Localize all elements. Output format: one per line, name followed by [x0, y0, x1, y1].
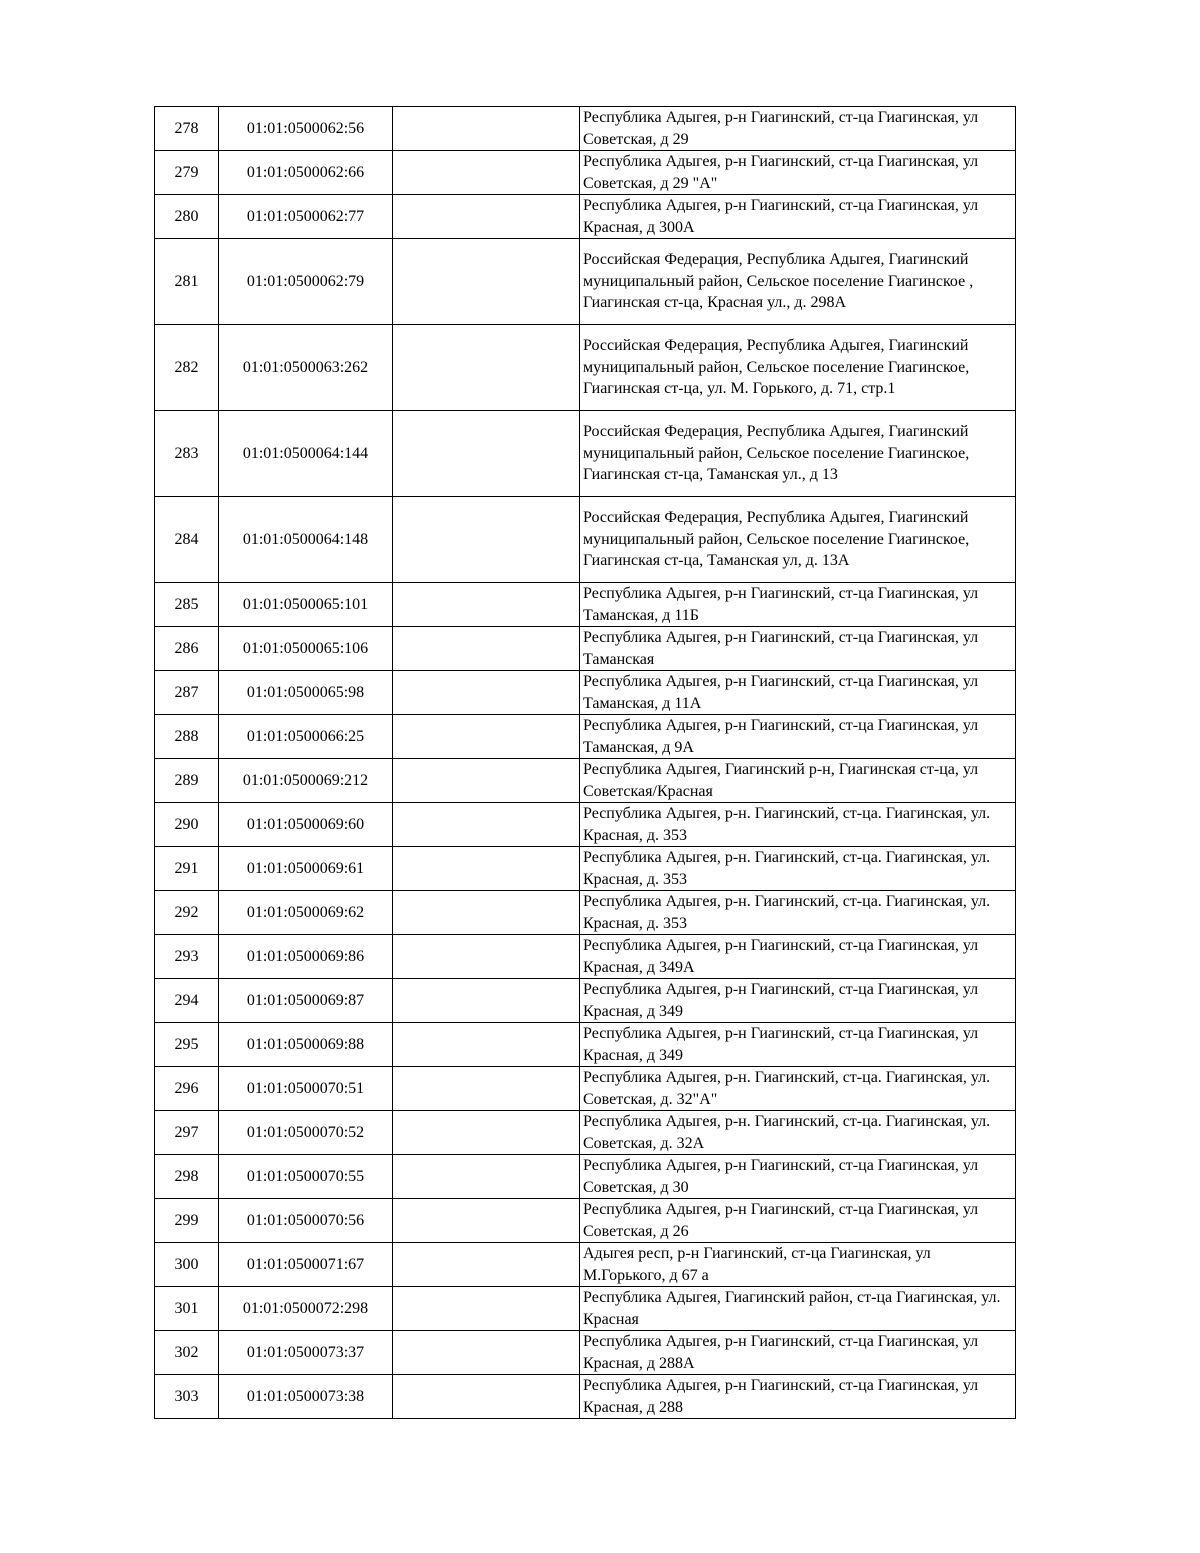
empty-cell	[393, 979, 580, 1023]
address-cell: Российская Федерация, Республика Адыгея, Гиагинский муниципальный район, Сельское поселение Гиагинское, Гиагинская ст-ца, Таманская ул., д 13	[580, 411, 1016, 497]
row-number-cell: 290	[155, 803, 219, 847]
cadastral-number-cell: 01:01:0500069:87	[219, 979, 393, 1023]
table-row	[155, 715, 1016, 759]
empty-cell	[393, 627, 580, 671]
table-row	[155, 151, 1016, 195]
address-cell: Республика Адыгея, р-н Гиагинский, ст-ца Гиагинская, ул Красная, д 288А	[580, 1331, 1016, 1375]
row-number-cell: 296	[155, 1067, 219, 1111]
empty-cell	[393, 1023, 580, 1067]
row-number-cell: 300	[155, 1243, 219, 1287]
table-row	[155, 325, 1016, 411]
address-cell: Республика Адыгея, р-н Гиагинский, ст-ца Гиагинская, ул Таманская, д 11Б	[580, 583, 1016, 627]
table-row	[155, 411, 1016, 497]
cadastral-number-cell: 01:01:0500073:37	[219, 1331, 393, 1375]
address-cell: Российская Федерация, Республика Адыгея, Гиагинский муниципальный район, Сельское поселение Гиагинское, Гиагинская ст-ца, Таманская ул, д. 13А	[580, 497, 1016, 583]
empty-cell	[393, 803, 580, 847]
cadastral-number-cell: 01:01:0500065:98	[219, 671, 393, 715]
row-number-cell: 288	[155, 715, 219, 759]
empty-cell	[393, 1199, 580, 1243]
cadastral-number-cell: 01:01:0500063:262	[219, 325, 393, 411]
row-number-cell: 299	[155, 1199, 219, 1243]
table-row	[155, 1287, 1016, 1331]
empty-cell	[393, 759, 580, 803]
table-row	[155, 847, 1016, 891]
row-number-cell: 287	[155, 671, 219, 715]
table-row	[155, 1023, 1016, 1067]
row-number-cell: 285	[155, 583, 219, 627]
table-row	[155, 239, 1016, 325]
table-row	[155, 759, 1016, 803]
empty-cell	[393, 935, 580, 979]
cadastral-number-cell: 01:01:0500070:56	[219, 1199, 393, 1243]
empty-cell	[393, 891, 580, 935]
address-cell: Республика Адыгея, р-н Гиагинский, ст-ца Гиагинская, ул Советская, д 29 "А"	[580, 151, 1016, 195]
cadastral-number-cell: 01:01:0500072:298	[219, 1287, 393, 1331]
table-row	[155, 891, 1016, 935]
cadastral-number-cell: 01:01:0500070:52	[219, 1111, 393, 1155]
empty-cell	[393, 583, 580, 627]
empty-cell	[393, 151, 580, 195]
address-cell: Республика Адыгея, р-н Гиагинский, ст-ца Гиагинская, ул Советская, д 26	[580, 1199, 1016, 1243]
cadastral-number-cell: 01:01:0500062:79	[219, 239, 393, 325]
table-row	[155, 935, 1016, 979]
cadastral-number-cell: 01:01:0500069:60	[219, 803, 393, 847]
row-number-cell: 292	[155, 891, 219, 935]
cadastral-number-cell: 01:01:0500069:62	[219, 891, 393, 935]
cadastral-number-cell: 01:01:0500071:67	[219, 1243, 393, 1287]
address-cell: Республика Адыгея, р-н Гиагинский, ст-ца Гиагинская, ул Красная, д 349	[580, 1023, 1016, 1067]
cadastral-number-cell: 01:01:0500062:66	[219, 151, 393, 195]
row-number-cell: 283	[155, 411, 219, 497]
address-cell: Республика Адыгея, Гиагинский р-н, Гиагинская ст-ца, ул Советская/Красная	[580, 759, 1016, 803]
row-number-cell: 278	[155, 107, 219, 151]
empty-cell	[393, 1287, 580, 1331]
cadastral-number-cell: 01:01:0500062:77	[219, 195, 393, 239]
address-cell: Республика Адыгея, р-н. Гиагинский, ст-ца. Гиагинская, ул. Красная, д. 353	[580, 803, 1016, 847]
table-row	[155, 583, 1016, 627]
empty-cell	[393, 239, 580, 325]
cadastral-number-cell: 01:01:0500069:212	[219, 759, 393, 803]
empty-cell	[393, 671, 580, 715]
table-body	[155, 107, 1016, 1419]
empty-cell	[393, 195, 580, 239]
address-cell: Российская Федерация, Республика Адыгея, Гиагинский муниципальный район, Сельское поселение Гиагинское, Гиагинская ст-ца, ул. М. Горького, д. 71, стр.1	[580, 325, 1016, 411]
row-number-cell: 279	[155, 151, 219, 195]
row-number-cell: 294	[155, 979, 219, 1023]
table-row	[155, 1155, 1016, 1199]
address-cell: Республика Адыгея, р-н Гиагинский, ст-ца Гиагинская, ул Таманская, д 11А	[580, 671, 1016, 715]
row-number-cell: 301	[155, 1287, 219, 1331]
row-number-cell: 297	[155, 1111, 219, 1155]
table-row	[155, 1067, 1016, 1111]
address-cell: Российская Федерация, Республика Адыгея, Гиагинский муниципальный район, Сельское поселение Гиагинское , Гиагинская ст-ца, Красная ул., д. 298А	[580, 239, 1016, 325]
empty-cell	[393, 847, 580, 891]
row-number-cell: 298	[155, 1155, 219, 1199]
empty-cell	[393, 325, 580, 411]
empty-cell	[393, 1331, 580, 1375]
row-number-cell: 280	[155, 195, 219, 239]
empty-cell	[393, 411, 580, 497]
cadastral-number-cell: 01:01:0500065:106	[219, 627, 393, 671]
row-number-cell: 286	[155, 627, 219, 671]
row-number-cell: 291	[155, 847, 219, 891]
row-number-cell: 303	[155, 1375, 219, 1419]
address-cell: Республика Адыгея, р-н Гиагинский, ст-ца Гиагинская, ул Таманская	[580, 627, 1016, 671]
cadastral-number-cell: 01:01:0500069:61	[219, 847, 393, 891]
table-row	[155, 627, 1016, 671]
address-cell: Республика Адыгея, р-н Гиагинский, ст-ца Гиагинская, ул Советская, д 29	[580, 107, 1016, 151]
address-cell: Республика Адыгея, р-н Гиагинский, ст-ца Гиагинская, ул Красная, д 349	[580, 979, 1016, 1023]
empty-cell	[393, 497, 580, 583]
table-row	[155, 1331, 1016, 1375]
empty-cell	[393, 1155, 580, 1199]
cadastral-number-cell: 01:01:0500069:86	[219, 935, 393, 979]
cadastral-number-cell: 01:01:0500062:56	[219, 107, 393, 151]
cadastral-number-cell: 01:01:0500066:25	[219, 715, 393, 759]
empty-cell	[393, 1067, 580, 1111]
row-number-cell: 284	[155, 497, 219, 583]
table-row	[155, 497, 1016, 583]
table-row	[155, 1375, 1016, 1419]
row-number-cell: 293	[155, 935, 219, 979]
empty-cell	[393, 1375, 580, 1419]
land-plot-table	[154, 106, 1016, 1419]
address-cell: Республика Адыгея, р-н. Гиагинский, ст-ца. Гиагинская, ул. Советская, д. 32А	[580, 1111, 1016, 1155]
address-cell: Республика Адыгея, р-н. Гиагинский, ст-ца. Гиагинская, ул. Красная, д. 353	[580, 847, 1016, 891]
address-cell: Республика Адыгея, р-н Гиагинский, ст-ца Гиагинская, ул Советская, д 30	[580, 1155, 1016, 1199]
cadastral-number-cell: 01:01:0500064:144	[219, 411, 393, 497]
address-cell: Республика Адыгея, р-н Гиагинский, ст-ца Гиагинская, ул Красная, д 288	[580, 1375, 1016, 1419]
empty-cell	[393, 107, 580, 151]
address-cell: Республика Адыгея, р-н Гиагинский, ст-ца Гиагинская, ул Красная, д 349А	[580, 935, 1016, 979]
cadastral-number-cell: 01:01:0500073:38	[219, 1375, 393, 1419]
address-cell: Республика Адыгея, р-н. Гиагинский, ст-ца. Гиагинская, ул. Красная, д. 353	[580, 891, 1016, 935]
cadastral-number-cell: 01:01:0500065:101	[219, 583, 393, 627]
cadastral-number-cell: 01:01:0500064:148	[219, 497, 393, 583]
empty-cell	[393, 715, 580, 759]
table-row	[155, 1243, 1016, 1287]
cadastral-number-cell: 01:01:0500070:55	[219, 1155, 393, 1199]
cadastral-number-cell: 01:01:0500070:51	[219, 1067, 393, 1111]
row-number-cell: 302	[155, 1331, 219, 1375]
address-cell: Республика Адыгея, р-н Гиагинский, ст-ца Гиагинская, ул Таманская, д 9А	[580, 715, 1016, 759]
address-cell: Республика Адыгея, р-н Гиагинский, ст-ца Гиагинская, ул Красная, д 300А	[580, 195, 1016, 239]
row-number-cell: 295	[155, 1023, 219, 1067]
table-row	[155, 1199, 1016, 1243]
table-row	[155, 803, 1016, 847]
empty-cell	[393, 1111, 580, 1155]
table-row	[155, 195, 1016, 239]
row-number-cell: 282	[155, 325, 219, 411]
table-row	[155, 979, 1016, 1023]
table-row	[155, 1111, 1016, 1155]
address-cell: Республика Адыгея, р-н. Гиагинский, ст-ца. Гиагинская, ул. Советская, д. 32"А"	[580, 1067, 1016, 1111]
row-number-cell: 289	[155, 759, 219, 803]
empty-cell	[393, 1243, 580, 1287]
address-cell: Адыгея респ, р-н Гиагинский, ст-ца Гиагинская, ул М.Горького, д 67 а	[580, 1243, 1016, 1287]
cadastral-number-cell: 01:01:0500069:88	[219, 1023, 393, 1067]
table-row	[155, 671, 1016, 715]
row-number-cell: 281	[155, 239, 219, 325]
address-cell: Республика Адыгея, Гиагинский район, ст-ца Гиагинская, ул. Красная	[580, 1287, 1016, 1331]
table-row	[155, 107, 1016, 151]
